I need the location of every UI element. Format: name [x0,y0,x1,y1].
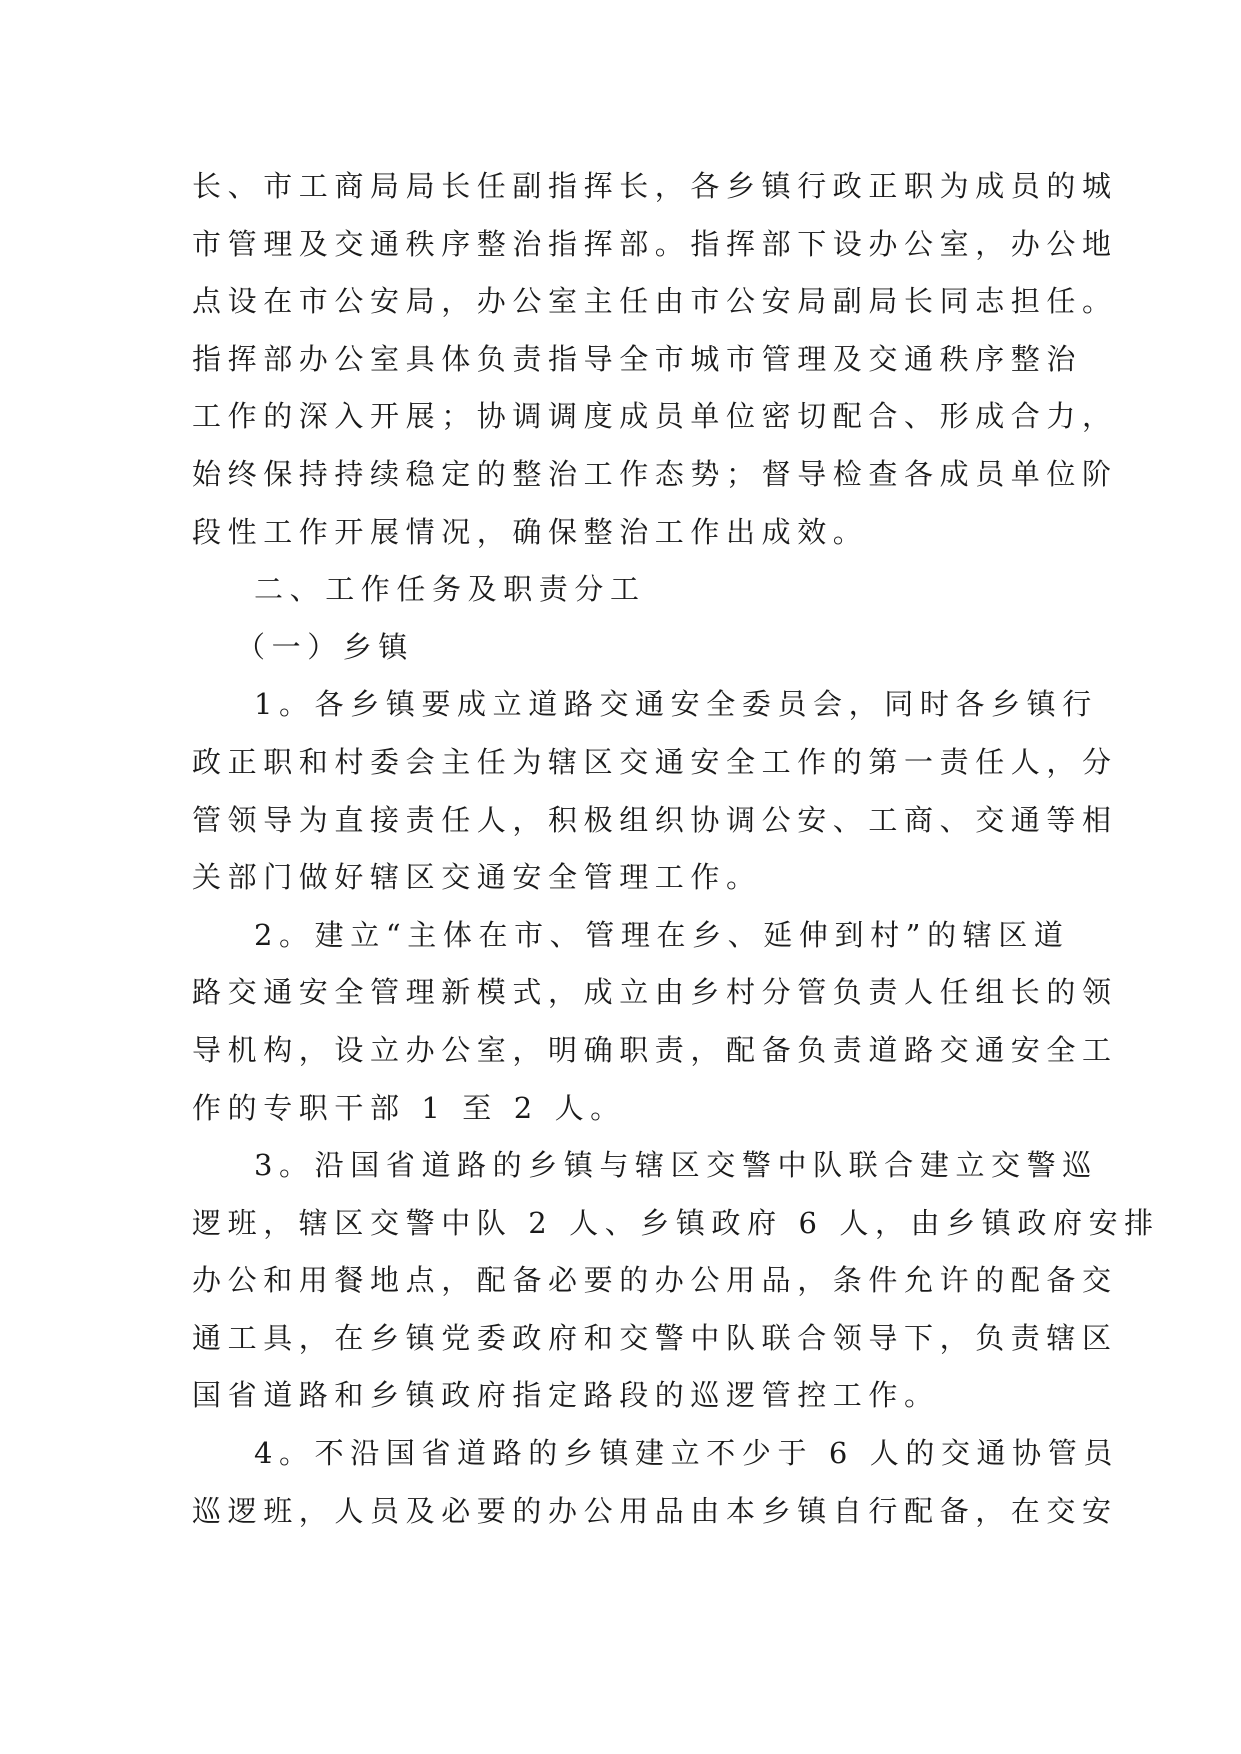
text-line: 逻班，辖区交警中队 2 人、乡镇政府 6 人，由乡镇政府安排 [192,1205,1160,1240]
text-line: 市管理及交通秩序整治指挥部。指挥部下设办公室，办公地 [192,226,1118,261]
text-line: 点设在市公安局，办公室主任由市公安局副局长同志担任。 [192,284,1118,319]
text-line: 指挥部办公室具体负责指导全市城市管理及交通秩序整治 [192,341,1083,376]
document-body [192,158,1160,1540]
text-line: 政正职和村委会主任为辖区交通安全工作的第一责任人，分 [192,744,1118,779]
text-line: 管领导为直接责任人，积极组织协调公安、工商、交通等相 [192,802,1118,837]
text-line: 3。沿国省道路的乡镇与辖区交警中队联合建立交警巡 [254,1148,1098,1183]
text-line: 作的专职干部 1 至 2 人。 [192,1090,626,1125]
text-line: 段性工作开展情况，确保整治工作出成效。 [192,514,869,549]
text-line: 2。建立“主体在市、管理在乡、延伸到村”的辖区道 [254,917,1070,952]
text-line: 1。各乡镇要成立道路交通安全委员会，同时各乡镇行 [254,687,1098,722]
text-line: 4。不沿国省道路的乡镇建立不少于 6 人的交通协管员 [254,1436,1119,1471]
text-line: 工作的深入开展；协调调度成员单位密切配合、形成合力， [192,399,1118,434]
text-line: 办公和用餐地点，配备必要的办公用品，条件允许的配备交 [192,1263,1118,1298]
subsection-heading: （一）乡镇 [236,629,415,664]
text-line: 导机构，设立办公室，明确职责，配备负责道路交通安全工 [192,1032,1118,1067]
text-line: 始终保持持续稳定的整治工作态势；督导检查各成员单位阶 [192,456,1118,491]
text-line: 关部门做好辖区交通安全管理工作。 [192,860,762,895]
text-line: 国省道路和乡镇政府指定路段的巡逻管控工作。 [192,1378,940,1413]
text-line: 通工具，在乡镇党委政府和交警中队联合领导下，负责辖区 [192,1320,1118,1355]
section-heading: 二、工作任务及职责分工 [254,572,646,607]
text-line: 长、市工商局局长任副指挥长，各乡镇行政正职为成员的城 [192,169,1118,203]
text-line: 巡逻班，人员及必要的办公用品由本乡镇自行配备，在交安 [192,1493,1118,1528]
text-line: 路交通安全管理新模式，成立由乡村分管负责人任组长的领 [192,975,1118,1010]
